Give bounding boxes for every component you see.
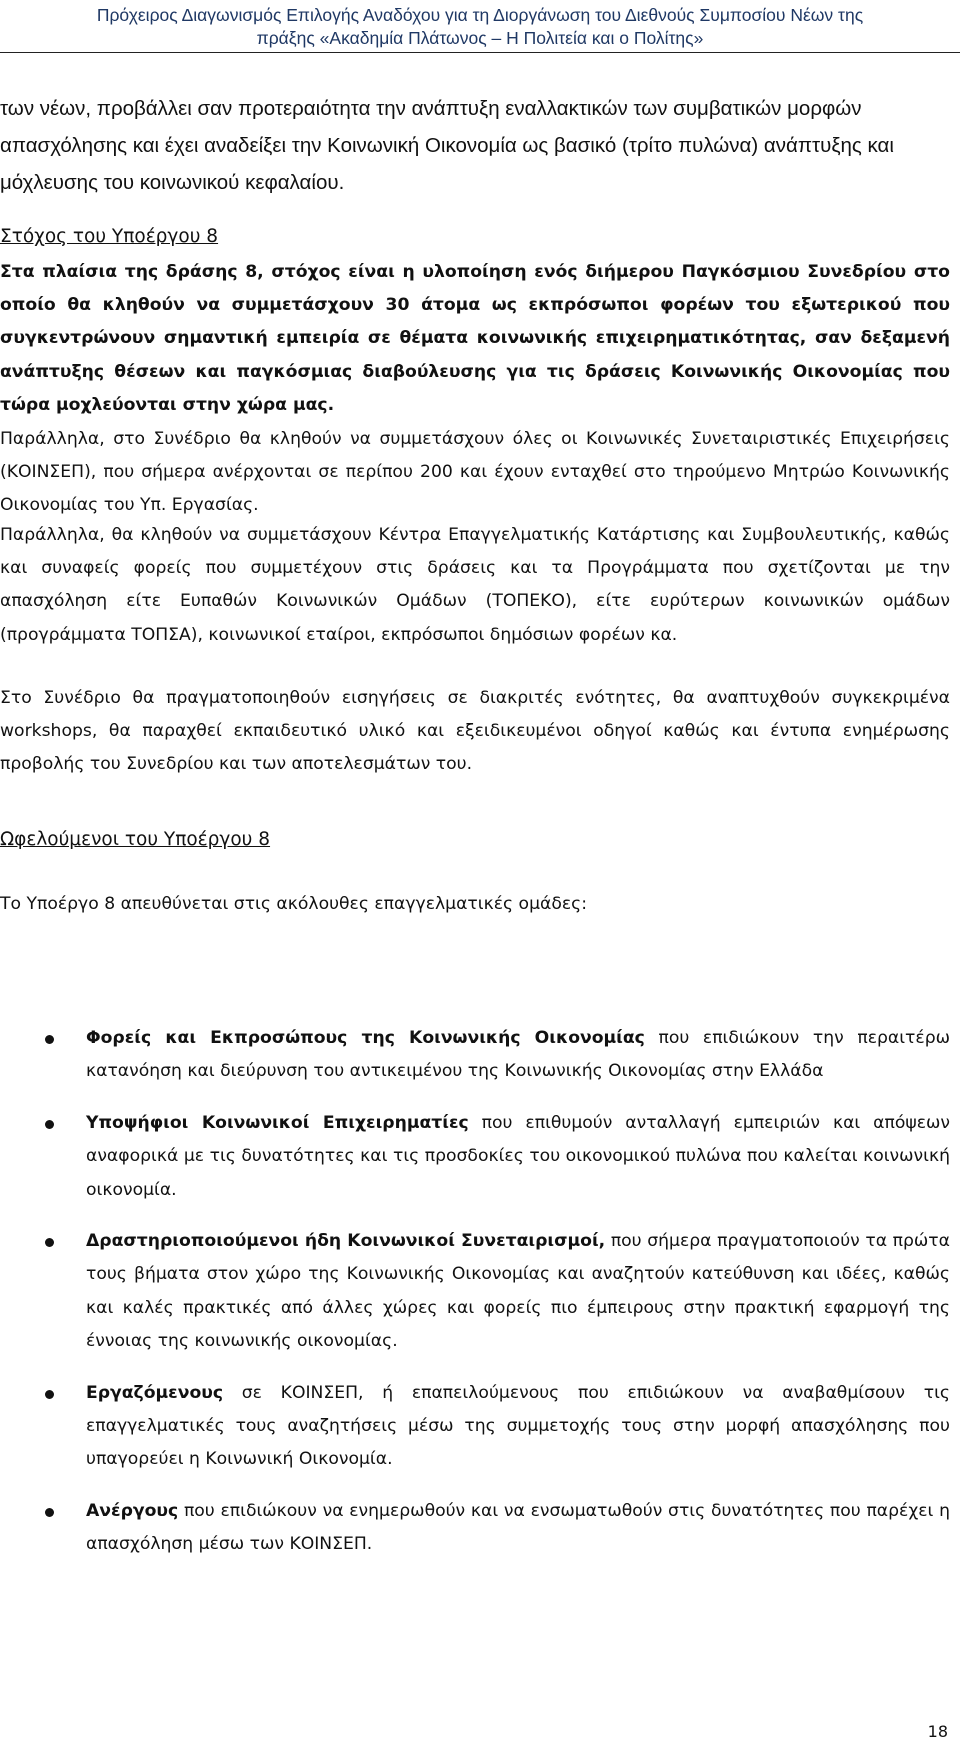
list-item-text: που σήμερα πραγματοποιούν τα πρώτα τους βήματα στον χώρο της Κοινωνικής Οικονομίας και αναζητούν κατεύθυνση και ιδέες, καθώς και καλές πρακτικές από άλλες χώρες και φορείς πιο έμπειρους στην πρακτική εφαρμογή της έννοιας της κοινωνικής οικονομίας. xyxy=(86,1231,950,1352)
beneficiaries-intro: Το Υποέργο 8 απευθύνεται στις ακόλουθες επαγγελματικές ομάδες: xyxy=(0,894,588,914)
header-line-1: Πρόχειρος Διαγωνισμός Επιλογής Αναδόχου για τη Διοργάνωση του Διεθνούς Συμποσίου Νέων της xyxy=(96,5,864,25)
bullet-icon xyxy=(45,1390,54,1399)
page-header xyxy=(0,4,960,50)
bullet-icon xyxy=(45,1238,54,1247)
bullet-icon xyxy=(45,1035,54,1044)
list-item xyxy=(0,1225,950,1359)
list-item xyxy=(0,1022,950,1089)
bullet-icon xyxy=(45,1120,54,1129)
list-item xyxy=(0,1495,950,1562)
list-item-lead: Φορείς και Εκπροσώπους της Κοινωνικής Οικονομίας xyxy=(86,1028,645,1048)
goal-section-title: Στόχος του Υποέργου 8 xyxy=(0,226,219,247)
list-item-lead: Ανέργους xyxy=(86,1500,179,1521)
goal-bold-paragraph: Στα πλαίσια της δράσης 8, στόχος είναι η υλοποίηση ενός διήμερου Παγκόσμιου Συνεδρίου στο οποίο θα κληθούν να συμμετάσχουν 30 άτομα ως εκπρόσωποι φορέων του εξωτερικού που συγκεντρώνουν σημαντική εμπειρία σε θέματα κοινωνικής επιχειρηματικότητας, σαν δεξαμενή ανάπτυξης θέσεων και παγκόσμιας διαβούλευσης για τις δράσεις Κοινωνικής Οικονομίας που τώρα μοχλεύονται στην χώρα μας. xyxy=(0,262,950,415)
goal-paragraph-2: Παράλληλα, στο Συνέδριο θα κληθούν να συμμετάσχουν όλες οι Κοινωνικές Συνεταιριστικές Επιχειρήσεις (ΚΟΙΝΣΕΠ), που σήμερα ανέρχονται σε περίπου 200 και έχουν ενταχθεί στο τηρούμενο Μητρώο Κοινωνικής Οικονομίας του Υπ. Εργασίας. xyxy=(0,429,950,516)
beneficiaries-section-title: Ωφελούμενοι του Υποέργου 8 xyxy=(0,829,271,850)
page-number: 18 xyxy=(927,1722,948,1741)
list-item-text: σε ΚΟΙΝΣΕΠ, ή επαπειλούμενους που επιδιώκουν να αναβαθμίσουν τις επαγγελματικές τους αναζητήσεις μέσω της συμμετοχής τους στην μορφή απασχόλησης που υπαγορεύει η Κοινωνική Οικονομία. xyxy=(86,1382,950,1470)
goal-paragraph-3: Παράλληλα, θα κληθούν να συμμετάσχουν Κέντρα Επαγγελματικής Κατάρτισης και Συμβουλευτικής, καθώς και συναφείς φορείς που συμμετέχουν στις δράσεις και τα Προγράμματα που σχετίζονται με την απασχόληση είτε Ευπαθών Κοινωνικών Ομάδων (ΤΟΠΕΚΟ), είτε ευρύτερων κοινωνικών ομάδων (προγράμματα ΤΟΠΣΑ), κοινωνικοί εταίροι, εκπρόσωποι δημόσιων φορέων κα. xyxy=(0,525,950,645)
list-item-text: που επιδιώκουν την περαιτέρω κατανόηση και διεύρυνση του αντικειμένου της Κοινωνικής Οικονομίας στην Ελλάδα xyxy=(86,1028,950,1082)
header-line-2: πράξης «Ακαδημία Πλάτωνος – Η Πολιτεία και ο Πολίτης» xyxy=(256,28,704,48)
list-item-lead: Εργαζόμενους xyxy=(86,1382,224,1403)
header-divider xyxy=(0,52,960,53)
list-item-lead: Δραστηριοποιούμενοι ήδη Κοινωνικοί Συνεταιρισμοί, xyxy=(86,1231,606,1252)
intro-paragraph: των νέων, προβάλλει σαν προτεραιότητα την ανάπτυξη εναλλακτικών των συμβατικών μορφών απασχόλησης και έχει αναδείξει την Κοινωνική Οικονομία ως βασικό (τρίτο πυλώνα) ανάπτυξης και μόχλευσης του κοινωνικού κεφαλαίου. xyxy=(0,97,894,194)
list-item xyxy=(0,1107,950,1207)
goal-paragraph-4: Στο Συνέδριο θα πραγματοποιηθούν εισηγήσεις σε διακριτές ενότητες, θα αναπτυχθούν συγκεκριμένα workshops, θα παραχθεί εκπαιδευτικό υλικό και εξειδικευμένοι οδηγοί καθώς και έντυπα ενημέρωσης προβολής του Συνεδρίου και των αποτελεσμάτων του. xyxy=(0,688,950,775)
list-item-text: που επιθυμούν ανταλλαγή εμπειριών και απόψεων αναφορικά με τις δυνατότητες και τις προσδοκίες του οικονομικού πυλώνα που καλείται κοινωνική οικονομία. xyxy=(86,1112,950,1200)
bullet-icon xyxy=(45,1508,54,1517)
list-item xyxy=(0,1377,950,1477)
list-item-text: που επιδιώκουν να ενημερωθούν και να ενσωματωθούν στις δυνατότητες που παρέχει η απασχόληση μέσω των ΚΟΙΝΣΕΠ. xyxy=(86,1500,950,1555)
list-item-lead: Υποψήφιοι Κοινωνικοί Επιχειρηματίες xyxy=(86,1112,469,1133)
beneficiaries-list xyxy=(0,1022,950,1580)
